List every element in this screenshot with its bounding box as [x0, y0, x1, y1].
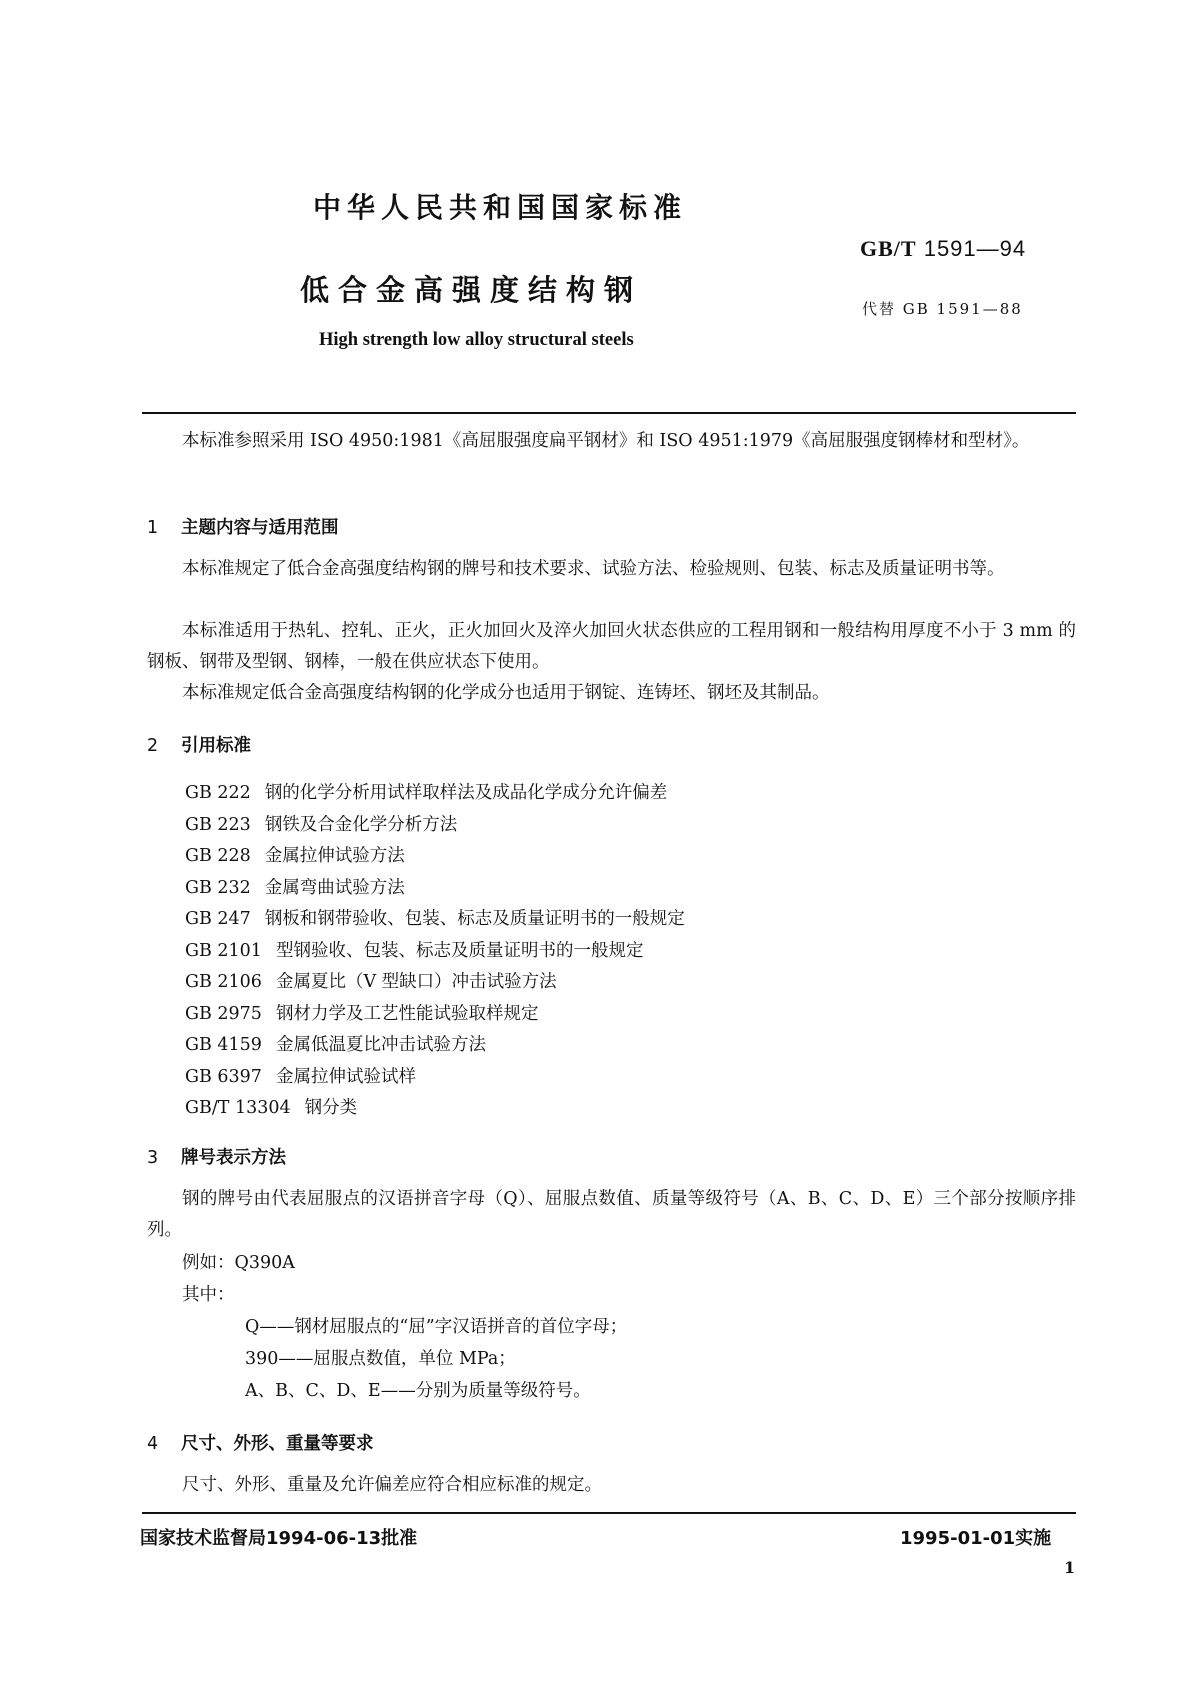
reference-item: [185, 936, 685, 968]
footer-divider: [142, 1512, 1076, 1514]
section-number: 4: [147, 1434, 159, 1454]
reference-code: GB 2975: [185, 1003, 262, 1024]
reference-name: 金属夏比（V 型缺口）冲击试验方法: [275, 972, 557, 992]
reference-item: [185, 999, 685, 1031]
reference-item: [185, 967, 685, 999]
reference-code: GB 2106: [185, 972, 262, 992]
reference-name: 金属低温夏比冲击试验方法: [275, 1035, 486, 1055]
standard-number: [860, 236, 1026, 262]
reference-item: [185, 810, 685, 842]
reference-item: [185, 1062, 685, 1094]
section-number: 2: [147, 736, 159, 756]
section-number: 3: [147, 1148, 159, 1168]
section-4-heading: [147, 1430, 374, 1455]
section-title: 牌号表示方法: [181, 1148, 286, 1168]
reference-item: [185, 904, 685, 936]
reference-list: [185, 778, 685, 1125]
intro-paragraph: 本标准参照采用 ISO 4950:1981《高屈服强度扁平钢材》和 ISO 4951:1979《高屈服强度钢棒材和型材》。: [182, 431, 1030, 451]
approval-date: 国家技术监督局1994-06-13批准: [140, 1528, 418, 1549]
reference-code: GB 228: [185, 846, 251, 866]
reference-name: 钢的化学分析用试样取样法及成品化学成分允许偏差: [264, 783, 668, 803]
reference-name: 金属拉伸试验试样: [275, 1066, 416, 1087]
header-divider: [142, 412, 1076, 414]
section-title: 尺寸、外形、重量等要求: [181, 1434, 374, 1454]
reference-name: 钢铁及合金化学分析方法: [264, 814, 458, 835]
reference-item: [185, 778, 685, 810]
section-3-where: 其中：: [182, 1285, 235, 1305]
definition-item: Q——钢材屈服点的“屈”字汉语拼音的首位字母；: [245, 1317, 628, 1337]
reference-name: 型钢验收、包装、标志及质量证明书的一般规定: [275, 940, 644, 961]
section-1-paragraph-1: 本标准规定了低合金高强度结构钢的牌号和技术要求、试验方法、检验规则、包装、标志及质量证明书等。: [182, 559, 1005, 579]
reference-code: GB 232: [185, 877, 251, 898]
national-standard-title: 中华人民共和国国家标准: [313, 191, 688, 224]
reference-code: GB/T 13304: [185, 1098, 291, 1118]
reference-code: GB 6397: [185, 1066, 262, 1087]
section-2-heading: [147, 732, 251, 757]
reference-code: GB 4159: [185, 1035, 262, 1055]
definition-item: 390——屈服点数值，单位 MPa；: [245, 1349, 516, 1369]
reference-name: 金属拉伸试验方法: [264, 846, 405, 866]
section-1-paragraph-3: 本标准规定低合金高强度结构钢的化学成分也适用于钢锭、连铸坯、钢坯及其制品。: [182, 683, 830, 703]
reference-code: GB 222: [185, 783, 251, 803]
standard-code: 1591—94: [923, 236, 1027, 261]
section-3-paragraph: 钢的牌号由代表屈服点的汉语拼音字母（Q）、屈服点数值、质量等级符号（A、B、C、D、E）三个部分按顺序排列。: [147, 1189, 1076, 1240]
effective-date: 1995-01-01实施: [900, 1528, 1052, 1549]
reference-code: GB 2101: [185, 940, 262, 961]
section-title: 主题内容与适用范围: [181, 518, 339, 538]
section-3-example: 例如：Q390A: [182, 1253, 295, 1273]
english-title: High strength low alloy structural steels: [319, 330, 634, 350]
reference-code: GB 247: [185, 909, 251, 929]
reference-code: GB 223: [185, 814, 251, 835]
replaces-note: 代替 GB 1591—88: [862, 300, 1023, 318]
reference-name: 金属弯曲试验方法: [264, 877, 405, 898]
page-number: 1: [1064, 1558, 1076, 1577]
section-number: 1: [147, 518, 159, 538]
reference-item: [185, 841, 685, 873]
section-4-paragraph: 尺寸、外形、重量及允许偏差应符合相应标准的规定。: [182, 1475, 602, 1495]
standard-prefix: GB/T: [860, 236, 917, 261]
section-title: 引用标准: [181, 736, 251, 756]
reference-name: 钢板和钢带验收、包装、标志及质量证明书的一般规定: [264, 909, 685, 929]
reference-name: 钢分类: [304, 1098, 358, 1118]
reference-item: [185, 1093, 685, 1125]
definition-item: A、B、C、D、E——分别为质量等级符号。: [245, 1381, 591, 1401]
reference-name: 钢材力学及工艺性能试验取样规定: [275, 1003, 539, 1024]
reference-item: [185, 1030, 685, 1062]
section-1-heading: [147, 514, 339, 539]
document-title: 低合金高强度结构钢: [300, 273, 643, 307]
section-3-heading: [147, 1144, 286, 1169]
reference-item: [185, 873, 685, 905]
section-1-paragraph-2: 本标准适用于热轧、控轧、正火，正火加回火及淬火加回火状态供应的工程用钢和一般结构用厚度不小于 3 mm 的钢板、钢带及型钢、钢棒，一般在供应状态下使用。: [147, 621, 1076, 672]
